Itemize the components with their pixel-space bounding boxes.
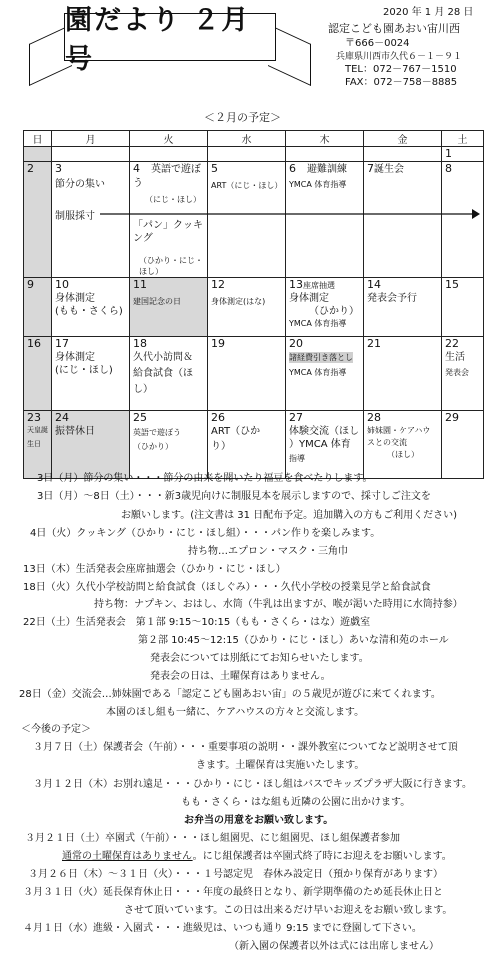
day-cell [286,278,364,337]
note: 持ち物：ナプキン、おはし、水筒（牛乳は出ますが、喉が渇いた時用に水筒持参） [94,599,463,610]
day-cell [286,147,364,162]
day-number: 5 [211,162,218,175]
day-cell [130,278,208,337]
note: きます。土曜保育は実施いたします。 [196,760,365,771]
day-cell [286,337,364,411]
title-text: 園だより ２月号 [65,5,251,75]
day-number: 29 [445,411,459,424]
note: 第２部 10:45～12:15（ひかり・にじ・ほし）あいな清和苑のホール [138,635,449,646]
day-number: 27 [289,411,303,424]
day-number: 2 [27,162,34,175]
note: ４月１日（水）進級・入園式・・・進級児は、いつも通り 9:15 までに登園して下さい。 [23,923,422,934]
day-number: 16 [27,337,41,350]
day-number: 12 [211,278,225,291]
weekday-fri: 金 [364,131,442,147]
day-cell [442,278,484,337]
weekday-sat: 土 [442,131,484,147]
event: YMCA 体育指導 [289,368,347,377]
note: ３月３１日（火）延長保育休止日・・・年度の最終日となり、新学期準備のため延長休止日と [23,887,443,898]
event: 身体測定 [55,293,95,304]
day-number: 4 英語で遊ぼう [133,162,201,189]
note-emphasis: お弁当の用意をお願い致します。 [184,815,334,826]
note: 3日（月）節分の集い・・・節分の由来を聞いたり福豆を食べたりします。 [37,473,373,484]
day-cell [208,411,286,479]
event: 身体測定(はな) [211,297,266,306]
note: ３月１２日（木）お別れ遠足・・・ひかり・にじ・ほし組はバスでキッズプラザ大阪に行きます。 [33,779,472,790]
day-cell [24,337,52,411]
weekday-wed: 水 [208,131,286,147]
day-cell [208,147,286,162]
day-number: 19 [211,337,225,350]
day-cell [364,411,442,479]
day-cell [442,411,484,479]
event: 制服採寸 [55,211,95,222]
weekday-tue: 火 [130,131,208,147]
day-number: 13座席抽選 [289,278,335,291]
day-cell [364,278,442,337]
note-underlined: 通常の土曜保育はありません [62,851,193,862]
event: YMCA 体育指導 [289,180,347,189]
event: り） [211,441,231,452]
day-cell [130,147,208,162]
note: ３月２６日（木）～３１日（火）・・・１号認定児 春休み設定日（預かり保育があります） [28,869,443,880]
event: 発表会予行 [367,293,417,304]
day-cell [52,411,130,479]
day-number: 26 [211,411,225,424]
address: 兵庫県川西市久代６－１－９１ [336,52,463,62]
day-cell [364,337,442,411]
event: 姉妹園・ケアハウ [367,426,431,435]
section-heading: ＜今後の予定＞ [21,724,91,735]
note: ３月７日（土）保護者会（午前）・・・重要事項の説明・・課外教室についてなど説明させて頂 [33,742,458,753]
day-cell [364,147,442,162]
issue-date: 2020 年 1 月 28 日 [383,7,474,18]
day-number: 18 [133,337,147,350]
day-cell [24,162,52,278]
day-cell [208,337,286,411]
event: 身体測定 [289,293,329,304]
day-cell [442,337,484,411]
note: 発表会の日は、土曜保育はありません。 [150,671,331,682]
note: 4日（火）クッキング（ひかり・にじ・ほし組）・・・パン作りを楽しみます。 [30,528,381,539]
event: 指導 [289,454,305,463]
day-number: 23 [27,411,41,424]
event: 発表会 [445,368,469,377]
week-row-4 [24,337,484,411]
day-number: 11 [133,278,147,291]
postal-code: 〒666－0024 [345,38,410,49]
org-name: 認定こども園あおい宙川西 [328,22,460,35]
holiday-label: 振替休日 [55,426,95,437]
day-number: 3 [55,162,62,175]
day-number: 20 [289,337,303,350]
event: 「パン」クッキング [133,220,203,244]
note: 通常の土曜保育はありません。にじ組保護者は卒園式終了時にお迎えをお願いします。 [62,851,452,862]
day-cell [130,411,208,479]
day-number: 6 避難訓練 [289,162,347,175]
event: 生活 [445,352,465,363]
note: させて頂いています。この日は出来るだけ早いお迎えをお願い致します。 [124,905,453,916]
note: 28日（金）交流会…姉妹園である「認定こども園あおい宙」の５歳児が遊びに来てくれます。 [19,689,441,700]
holiday-label: 建国記念の日 [133,297,181,306]
event: （ひかり） [309,306,359,317]
newsletter-title [64,5,276,75]
week-row-1 [24,147,484,162]
event: ）YMCA 体育 [289,439,351,450]
day-number: 14 [367,278,381,291]
holiday-label: 生日 [27,440,41,448]
day-number: 17 [55,337,69,350]
day-cell [52,337,130,411]
note: もも・さくら・はな組も近隣の公園に出かけます。 [181,797,411,808]
february-calendar [23,130,484,479]
event: （ひかり） [133,442,173,451]
note: 発表会については別紙にてお知らせいたします。 [150,653,369,664]
note: 3日（月）～8日（土）・・・新3歳児向けに制服見本を展示しますので、採寸しご注文を [37,491,431,502]
day-cell [52,278,130,337]
arrow-right-icon [100,208,480,220]
event: 久代小訪問＆ [133,352,193,363]
event: (もも・さくら) [55,306,123,317]
note: 本園のほし組も一緒に、ケアハウスの方々と交流します。 [106,707,365,718]
day-cell [52,147,130,162]
day-number: 9 [27,278,34,291]
note: 18日（火）久代小学校訪問と給食試食（ほしぐみ）・・・久代小学校の授業見学と給食試食 [23,582,431,593]
week-row-3 [24,278,484,337]
day-cell [24,278,52,337]
day-number: 15 [445,278,459,291]
event: 身体測定 [55,352,95,363]
day-number: 22 [445,337,459,350]
note: （新入園の保護者以外は式には出席しません） [229,941,439,952]
note: 22日（土）生活発表会 第１部 9:15～10:15（もも・さくら・はな）遊戯室 [23,617,371,628]
event: 節分の集い [55,179,105,190]
schedule-title: ＜２月の予定＞ [204,111,281,124]
day-cell [208,278,286,337]
day-number: 10 [55,278,69,291]
holiday-label: 天皇誕 [27,426,48,434]
weekday-thu: 木 [286,131,364,147]
event: 英語で遊ぼう [133,428,181,437]
day-cell [24,411,52,479]
event: （ほし） [387,450,419,459]
event: 給食試食（ほ [133,368,193,379]
event: ART（にじ・ほし） [211,181,283,190]
event: (にじ・ほし) [55,365,113,376]
day-cell [130,337,208,411]
day-cell [286,411,364,479]
event: スとの交流 [367,438,407,447]
event: し） [133,384,153,395]
event: ART（ひか [211,426,261,437]
fax: FAX：072－758－8885 [345,77,458,88]
weekday-sun: 日 [24,131,52,147]
weekday-mon: 月 [52,131,130,147]
note: 13日（木）生活発表会座席抽選会（ひかり・にじ・ほし） [23,564,286,575]
day-cell [24,147,52,162]
note: 持ち物…エプロン・マスク・三角巾 [188,546,348,557]
week-row-5 [24,411,484,479]
day-number: 7誕生会 [367,162,404,175]
tel: TEL：072－767－1510 [345,64,457,75]
day-number: 8 [445,162,452,175]
note: お願いします。(注文書は 31 日配布予定。追加購入の方もご利用ください) [121,510,458,521]
note: ３月２１日（土）卒園式（午前）・・・ほし組園児、にじ組園児、ほし組保護者参加 [25,833,400,844]
day-number: 21 [367,337,381,350]
event: （ひかり・にじ・ほし） [139,256,203,276]
event: （にじ・ほし） [145,195,201,204]
event-highlight: 諸経費引き落とし [289,353,353,362]
day-number: 25 [133,411,147,424]
day-number: 28 [367,411,381,424]
day-number: 24 [55,411,69,424]
event: YMCA 体育指導 [289,319,347,328]
day-cell [442,147,484,162]
event: 体験交流（ほし [289,426,359,437]
day-number: 1 [445,147,452,160]
